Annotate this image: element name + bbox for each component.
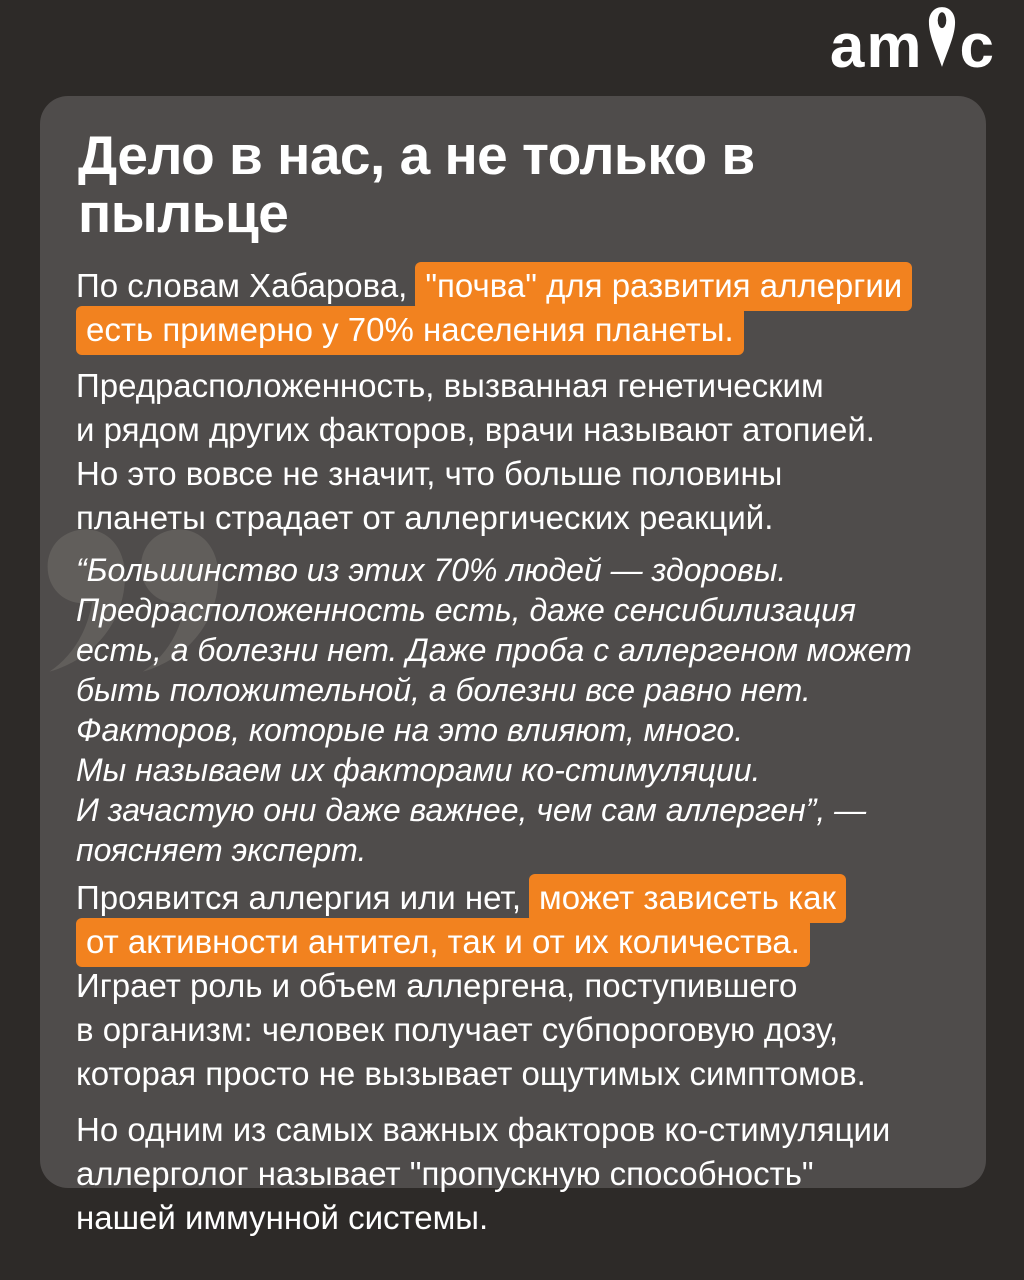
text-line [76,830,950,870]
page-title: Дело в нас, а не только в пыльце [78,124,755,244]
text-line [76,264,950,308]
plain-text: Мы называем их факторами ко-стимуляции. [76,752,761,788]
text-line [76,920,950,964]
plain-text: Проявится аллергия или нет, [76,879,522,916]
text-line [76,408,950,452]
text-line [76,670,950,710]
article-card [40,96,986,1236]
plain-text: По словам Хабарова, [76,267,408,304]
text-line [76,630,950,670]
plain-text: И зачастую они даже важнее, чем сам аллерген”, — [76,792,867,828]
header [830,6,996,79]
text-line [76,1196,950,1240]
intro-paragraph [76,264,950,352]
text-line [76,710,950,750]
plain-text: есть, а болезни нет. Даже проба с аллергеном может [76,632,912,668]
logo-text-right: c [959,12,996,81]
highlighted-text: "почва" для развития аллергии [415,262,912,311]
plain-text: поясняет эксперт. [76,832,367,868]
needle-icon [928,6,956,68]
antibodies-paragraph [76,876,950,1096]
plain-text: аллерголог называет "пропускную способность" [76,1155,814,1192]
text-line [76,590,950,630]
text-line [76,308,950,352]
text-line [76,452,950,496]
atopy-paragraph [76,364,950,540]
plain-text: Предрасположенность, вызванная генетическим [76,367,824,404]
text-line [76,496,950,540]
logo-text-left: am [829,12,924,81]
plain-text: и рядом других факторов, врачи называют атопией. [76,411,875,448]
text-line [76,1008,950,1052]
highlighted-text: от активности антител, так и от их количества. [76,918,810,967]
expert-quote [76,550,950,870]
conclusion-paragraph [76,1108,950,1240]
text-line [76,876,950,920]
plain-text: Играет роль и объем аллергена, поступившего [76,967,798,1004]
text-line [76,964,950,1008]
article-body [76,264,950,1240]
plain-text: Но это вовсе не значит, что больше половины [76,455,783,492]
text-line [76,1052,950,1096]
text-line [76,1108,950,1152]
text-line [76,750,950,790]
plain-text: планеты страдает от аллергических реакций. [76,499,774,536]
amic-logo [830,6,996,79]
highlighted-text: может зависеть как [529,874,846,923]
plain-text: Факторов, которые на это влияют, много. [76,712,744,748]
plain-text: Но одним из самых важных факторов ко-стимуляции [76,1111,891,1148]
text-line [76,364,950,408]
text-line [76,550,950,590]
highlighted-text: есть примерно у 70% населения планеты. [76,306,744,355]
text-line [76,790,950,830]
plain-text: нашей иммунной системы. [76,1199,489,1236]
plain-text: которая просто не вызывает ощутимых симптомов. [76,1055,866,1092]
plain-text: в организм: человек получает субпороговую дозу, [76,1011,839,1048]
plain-text: Предрасположенность есть, даже сенсибилизация [76,592,856,628]
plain-text: “Большинство из этих 70% людей — здоровы. [76,552,787,588]
text-line [76,1152,950,1196]
plain-text: быть положительной, а болезни все равно нет. [76,672,811,708]
